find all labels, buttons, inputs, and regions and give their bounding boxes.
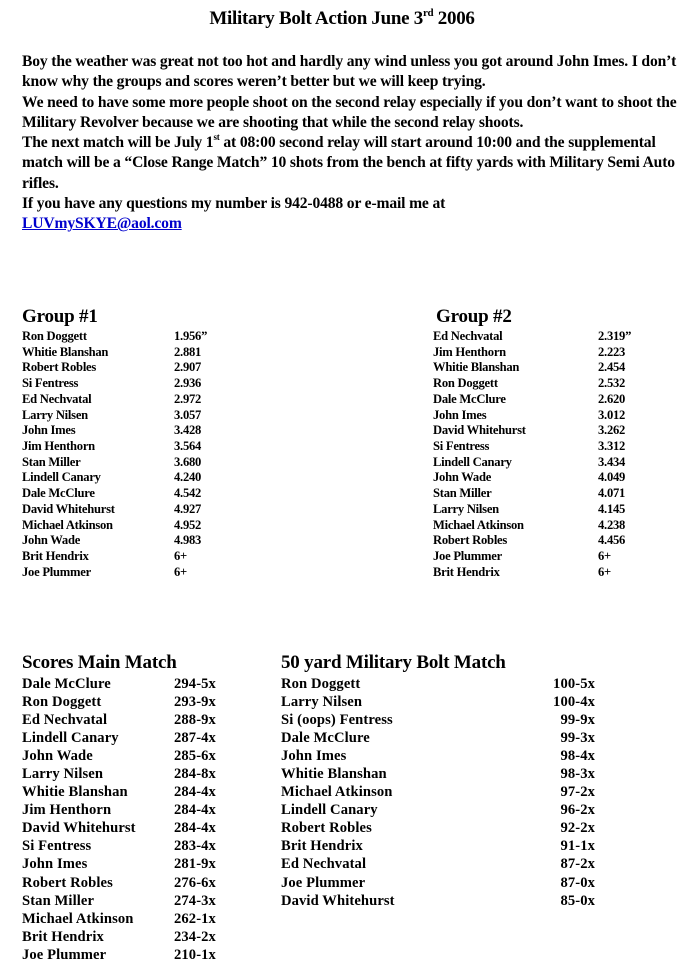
shooter-name: Joe Plummer bbox=[22, 946, 107, 963]
group2-title: Group #2 bbox=[436, 306, 512, 327]
shooter-name: John Wade bbox=[22, 533, 81, 548]
result-value: 2.223 bbox=[598, 344, 626, 359]
group1-row bbox=[22, 502, 252, 518]
shooter-name: John Wade bbox=[433, 470, 492, 485]
group1-row bbox=[22, 455, 252, 471]
yard50-row bbox=[281, 837, 595, 855]
result-value: 4.456 bbox=[598, 533, 626, 548]
result-value: 234-2x bbox=[174, 928, 216, 945]
result-value: 100-5x bbox=[553, 676, 595, 692]
result-value: 97-2x bbox=[560, 784, 595, 801]
scores-main-row bbox=[22, 675, 262, 693]
intro-paragraph-weather: Boy the weather was great not too hot and hardly any wind unless you got around John Imes. I don’t know why the groups and scores weren’t better but we will keep trying. bbox=[22, 53, 677, 91]
result-value: 2.881 bbox=[174, 344, 202, 359]
result-value: 4.238 bbox=[598, 517, 626, 532]
shooter-name: David Whitehurst bbox=[281, 892, 395, 909]
result-value: 2.907 bbox=[174, 360, 202, 375]
shooter-name: Larry Nilsen bbox=[22, 766, 104, 783]
yard50-row bbox=[281, 892, 595, 910]
result-value: 2.972 bbox=[174, 391, 202, 406]
intro-paragraph-contact: If you have any questions my number is 942-0488 or e-mail me at bbox=[22, 195, 446, 213]
result-value: 99-9x bbox=[560, 712, 595, 729]
scores-main-row bbox=[22, 928, 262, 946]
result-value: 92-2x bbox=[560, 820, 595, 837]
result-value: 284-8x bbox=[174, 766, 216, 783]
shooter-name: Whitie Blanshan bbox=[433, 360, 520, 375]
shooter-name: David Whitehurst bbox=[433, 423, 526, 438]
group1-row bbox=[22, 549, 252, 565]
shooter-name: Lindell Canary bbox=[433, 454, 512, 469]
title-year: 2006 bbox=[433, 8, 475, 29]
result-value: 6+ bbox=[598, 564, 611, 579]
shooter-name: John Imes bbox=[433, 407, 487, 422]
title-main: Military Bolt Action June 3 bbox=[209, 8, 423, 29]
shooter-name: Ed Nechvatal bbox=[22, 712, 108, 729]
result-value: 2.319” bbox=[598, 329, 632, 343]
group1-row bbox=[22, 470, 252, 486]
result-value: 293-9x bbox=[174, 694, 216, 711]
result-value: 262-1x bbox=[174, 910, 216, 927]
scores-main-row bbox=[22, 892, 262, 910]
yard50-list bbox=[281, 675, 595, 910]
scores-main-row bbox=[22, 747, 262, 765]
scores-main-row bbox=[22, 801, 262, 819]
result-value: 1.956” bbox=[174, 329, 208, 343]
shooter-name: Stan Miller bbox=[22, 892, 95, 909]
shooter-name: John Wade bbox=[22, 748, 93, 765]
scores-main-row bbox=[22, 729, 262, 747]
shooter-name: Dale McClure bbox=[433, 391, 506, 406]
group2-row bbox=[433, 549, 668, 565]
result-value: 283-4x bbox=[174, 838, 216, 855]
shooter-name: Si (oops) Fentress bbox=[281, 712, 393, 729]
result-value: 85-0x bbox=[560, 892, 595, 909]
shooter-name: Jim Henthorn bbox=[22, 802, 112, 819]
scores-main-row bbox=[22, 711, 262, 729]
shooter-name: Stan Miller bbox=[22, 454, 81, 469]
group1-row bbox=[22, 486, 252, 502]
group2-row bbox=[433, 376, 668, 392]
result-value: 3.428 bbox=[174, 423, 202, 438]
group1-row bbox=[22, 360, 252, 376]
result-value: 284-4x bbox=[174, 802, 216, 819]
scores-main-row bbox=[22, 693, 262, 711]
yard50-row bbox=[281, 855, 595, 873]
result-value: 6+ bbox=[174, 564, 187, 579]
shooter-name: Stan Miller bbox=[433, 486, 492, 501]
scores-main-row bbox=[22, 874, 262, 892]
shooter-name: John Imes bbox=[281, 748, 347, 765]
shooter-name: Brit Hendrix bbox=[22, 928, 104, 945]
shooter-name: Si Fentress bbox=[22, 838, 92, 855]
shooter-name: Robert Robles bbox=[22, 360, 97, 375]
yard50-row bbox=[281, 711, 595, 729]
shooter-name: Ed Nechvatal bbox=[281, 856, 367, 873]
result-value: 285-6x bbox=[174, 748, 216, 765]
shooter-name: Ron Doggett bbox=[22, 329, 87, 343]
result-value: 288-9x bbox=[174, 712, 216, 729]
shooter-name: Whitie Blanshan bbox=[22, 344, 109, 359]
intro-email-line bbox=[22, 214, 682, 234]
result-value: 96-2x bbox=[560, 802, 595, 819]
scores-main-title: Scores Main Match bbox=[22, 652, 177, 673]
result-value: 6+ bbox=[174, 549, 187, 564]
group2-row bbox=[433, 392, 668, 408]
shooter-name: John Imes bbox=[22, 856, 88, 873]
yard50-row bbox=[281, 819, 595, 837]
group1-row bbox=[22, 345, 252, 361]
shooter-name: Si Fentress bbox=[22, 376, 79, 391]
result-value: 3.012 bbox=[598, 407, 626, 422]
scores-main-row bbox=[22, 783, 262, 801]
intro-paragraph-next-match bbox=[22, 133, 682, 194]
shooter-name: David Whitehurst bbox=[22, 820, 136, 837]
shooter-name: Ron Doggett bbox=[22, 694, 102, 711]
scores-main-row bbox=[22, 819, 262, 837]
result-value: 284-4x bbox=[174, 784, 216, 801]
yard50-row bbox=[281, 747, 595, 765]
group2-row bbox=[433, 408, 668, 424]
shooter-name: Jim Henthorn bbox=[22, 439, 95, 454]
shooter-name: Robert Robles bbox=[281, 820, 372, 837]
result-value: 2.936 bbox=[174, 376, 202, 391]
group1-row bbox=[22, 408, 252, 424]
result-value: 3.057 bbox=[174, 407, 202, 422]
shooter-name: Michael Atkinson bbox=[433, 517, 524, 532]
result-value: 6+ bbox=[598, 549, 611, 564]
result-value: 4.240 bbox=[174, 470, 202, 485]
group2-row bbox=[433, 502, 668, 518]
shooter-name: Brit Hendrix bbox=[281, 838, 363, 855]
scores-main-row bbox=[22, 765, 262, 783]
shooter-name: Dale McClure bbox=[22, 676, 111, 692]
shooter-name: Whitie Blanshan bbox=[281, 766, 387, 783]
shooter-name: Larry Nilsen bbox=[281, 694, 363, 711]
scores-main-list bbox=[22, 675, 262, 964]
yard50-row bbox=[281, 765, 595, 783]
shooter-name: Dale McClure bbox=[281, 730, 370, 747]
shooter-name: Joe Plummer bbox=[433, 549, 502, 564]
group2-row bbox=[433, 533, 668, 549]
shooter-name: Ed Nechvatal bbox=[433, 329, 503, 343]
shooter-name: Jim Henthorn bbox=[433, 344, 506, 359]
result-value: 98-4x bbox=[560, 748, 595, 765]
group2-row bbox=[433, 486, 668, 502]
group2-row bbox=[433, 518, 668, 534]
group2-row bbox=[433, 423, 668, 439]
result-value: 4.071 bbox=[598, 486, 626, 501]
result-value: 3.262 bbox=[598, 423, 626, 438]
shooter-name: Brit Hendrix bbox=[22, 549, 89, 564]
group2-row bbox=[433, 329, 668, 345]
yard50-row bbox=[281, 783, 595, 801]
shooter-name: Lindell Canary bbox=[281, 802, 378, 819]
group1-row bbox=[22, 565, 252, 581]
result-value: 4.927 bbox=[174, 501, 202, 516]
yard50-row bbox=[281, 729, 595, 747]
shooter-name: David Whitehurst bbox=[22, 501, 115, 516]
yard50-row bbox=[281, 675, 595, 693]
shooter-name: Lindell Canary bbox=[22, 730, 119, 747]
shooter-name: Michael Atkinson bbox=[281, 784, 393, 801]
shooter-name: Robert Robles bbox=[22, 874, 113, 891]
result-value: 100-4x bbox=[553, 694, 595, 711]
group1-row bbox=[22, 439, 252, 455]
yard50-title: 50 yard Military Bolt Match bbox=[281, 652, 506, 673]
shooter-name: Ron Doggett bbox=[281, 676, 361, 692]
yard50-row bbox=[281, 693, 595, 711]
shooter-name: Dale McClure bbox=[22, 486, 95, 501]
shooter-name: Lindell Canary bbox=[22, 470, 101, 485]
group1-row bbox=[22, 376, 252, 392]
result-value: 3.680 bbox=[174, 454, 202, 469]
shooter-name: Larry Nilsen bbox=[433, 501, 499, 516]
group1-row bbox=[22, 533, 252, 549]
intro-text bbox=[22, 52, 682, 235]
shooter-name: Michael Atkinson bbox=[22, 517, 113, 532]
result-value: 91-1x bbox=[560, 838, 595, 855]
result-value: 4.983 bbox=[174, 533, 202, 548]
title-sup: rd bbox=[422, 7, 434, 19]
shooter-name: Si Fentress bbox=[433, 439, 490, 454]
group2-row bbox=[433, 439, 668, 455]
result-value: 294-5x bbox=[174, 676, 216, 692]
scores-main-row bbox=[22, 855, 262, 873]
result-value: 281-9x bbox=[174, 856, 216, 873]
result-value: 3.434 bbox=[598, 454, 626, 469]
group2-row bbox=[433, 345, 668, 361]
intro-paragraph-second-relay: We need to have some more people shoot on the second relay especially if you don’t want to shoot the Military Revolver because we are shooting that while the second relay shoots. bbox=[22, 93, 677, 131]
next-match-sup: st bbox=[213, 132, 220, 143]
group2-row bbox=[433, 455, 668, 471]
result-value: 99-3x bbox=[560, 730, 595, 747]
next-match-text-before: The next match will be July 1 bbox=[22, 134, 214, 152]
result-value: 87-2x bbox=[560, 856, 595, 873]
shooter-name: Larry Nilsen bbox=[22, 407, 88, 422]
shooter-name: John Imes bbox=[22, 423, 76, 438]
group1-list bbox=[22, 329, 252, 581]
result-value: 2.620 bbox=[598, 391, 626, 406]
yard50-row bbox=[281, 801, 595, 819]
result-value: 2.532 bbox=[598, 376, 626, 391]
result-value: 98-3x bbox=[560, 766, 595, 783]
result-value: 274-3x bbox=[174, 892, 216, 909]
shooter-name: Michael Atkinson bbox=[22, 910, 134, 927]
result-value: 4.542 bbox=[174, 486, 202, 501]
shooter-name: Joe Plummer bbox=[22, 564, 91, 579]
group2-row bbox=[433, 360, 668, 376]
result-value: 4.952 bbox=[174, 517, 202, 532]
result-value: 284-4x bbox=[174, 820, 216, 837]
group1-row bbox=[22, 329, 252, 345]
group1-row bbox=[22, 423, 252, 439]
group1-row bbox=[22, 518, 252, 534]
result-value: 276-6x bbox=[174, 874, 216, 891]
yard50-row bbox=[281, 874, 595, 892]
result-value: 3.564 bbox=[174, 439, 202, 454]
scores-main-row bbox=[22, 837, 262, 855]
result-value: 287-4x bbox=[174, 730, 216, 747]
shooter-name: Whitie Blanshan bbox=[22, 784, 128, 801]
shooter-name: Brit Hendrix bbox=[433, 564, 500, 579]
shooter-name: Ron Doggett bbox=[433, 376, 498, 391]
group2-list bbox=[433, 329, 668, 581]
group1-row bbox=[22, 392, 252, 408]
shooter-name: Robert Robles bbox=[433, 533, 508, 548]
result-value: 210-1x bbox=[174, 946, 216, 963]
page-title bbox=[0, 8, 684, 30]
group2-row bbox=[433, 470, 668, 486]
shooter-name: Joe Plummer bbox=[281, 874, 366, 891]
email-link[interactable]: LUVmySKYE@aol.com bbox=[22, 215, 182, 233]
shooter-name: Ed Nechvatal bbox=[22, 391, 92, 406]
result-value: 2.454 bbox=[598, 360, 626, 375]
group1-title: Group #1 bbox=[22, 306, 98, 327]
result-value: 87-0x bbox=[560, 874, 595, 891]
result-value: 4.049 bbox=[598, 470, 626, 485]
group2-row bbox=[433, 565, 668, 581]
result-value: 4.145 bbox=[598, 501, 626, 516]
result-value: 3.312 bbox=[598, 439, 626, 454]
next-match-text-after: at 08:00 second relay will start around 10:00 and the supplemental match will be a “Close Range Match” 10 shots from the bench at fifty yards with Military Semi Auto rifles. bbox=[22, 134, 675, 192]
scores-main-row bbox=[22, 946, 262, 964]
scores-main-row bbox=[22, 910, 262, 928]
